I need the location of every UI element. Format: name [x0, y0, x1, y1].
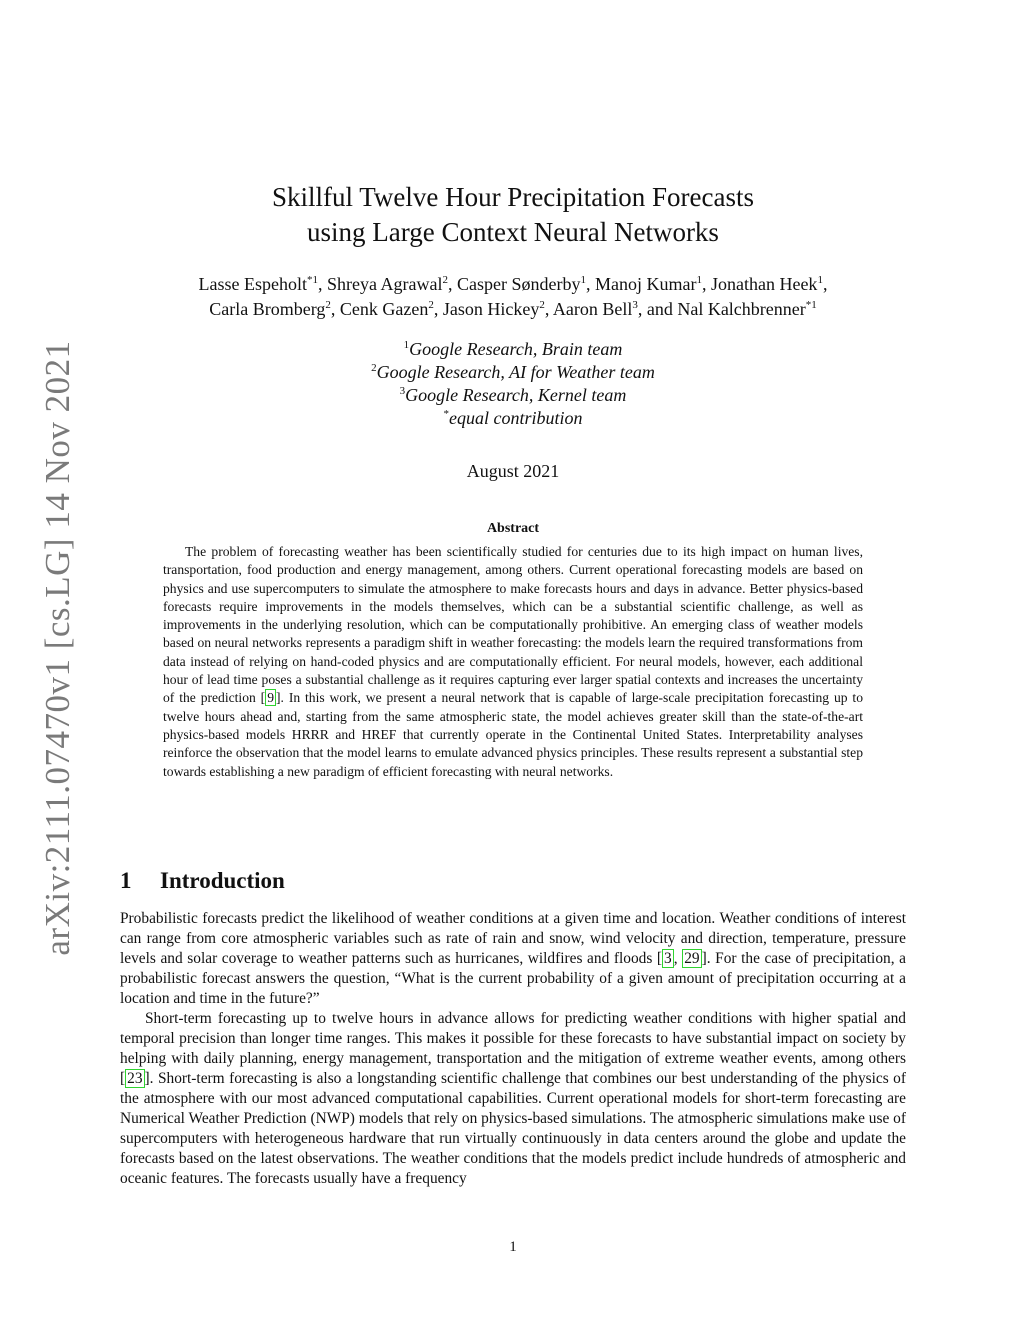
author: Jason Hickey — [442, 299, 540, 319]
affiliation-mark: 1 — [403, 339, 410, 351]
author-affiliation-mark: 1 — [817, 274, 823, 286]
affiliation — [120, 338, 906, 361]
affiliation-mark: 2 — [371, 362, 377, 374]
citation-link[interactable]: 23 — [127, 1070, 143, 1087]
author-affiliation-mark: 1 — [580, 274, 586, 286]
affiliation-text: Google Research, Kernel team — [405, 385, 627, 405]
affiliation-list — [120, 338, 906, 430]
author-separator: , — [433, 299, 443, 319]
author: Jonathan Heek — [710, 274, 818, 294]
body-paragraph — [120, 909, 906, 1009]
citation-link[interactable]: 3 — [664, 950, 672, 967]
author: Casper Sønderby — [457, 274, 581, 294]
author-affiliation-mark: *1 — [805, 299, 817, 311]
citation-link[interactable]: 29 — [684, 950, 700, 967]
author-affiliation-mark: 2 — [428, 299, 434, 311]
section-heading — [120, 866, 906, 896]
author-affiliation-mark: 2 — [442, 274, 448, 286]
citation-link[interactable]: 9 — [267, 690, 275, 706]
arxiv-identifier-stamp: arXiv:2111.07470v1 [cs.LG] 14 Nov 2021 — [38, 340, 77, 956]
author-list — [120, 272, 906, 322]
author-separator: , — [318, 274, 328, 294]
section-number: 1 — [120, 868, 132, 893]
author: Manoj Kumar — [594, 274, 697, 294]
affiliation-mark: * — [443, 408, 449, 420]
author-separator: , — [448, 274, 457, 294]
author: Shreya Agrawal — [327, 274, 443, 294]
author-separator: , and — [637, 299, 678, 319]
paragraph-text: , — [673, 950, 683, 967]
author-separator: , — [544, 299, 553, 319]
author-separator: , — [585, 274, 595, 294]
author-separator: , — [701, 274, 711, 294]
affiliation-text: equal contribution — [449, 408, 583, 428]
author-separator: , — [330, 299, 340, 319]
paragraph-text: ]. For the case of precipitation, a probabilistic forecast answers the question, “What is the current probability of a given amount of precipitation occurring at a location and time in the future?” — [120, 950, 906, 1007]
author: Lasse Espeholt — [198, 274, 308, 294]
author: Cenk Gazen — [339, 299, 429, 319]
affiliation-mark: 3 — [399, 385, 406, 397]
paragraph-text: ]. Short-term forecasting is also a longstanding scientific challenge that combines our best understanding of the physics of the atmosphere with our most advanced computational capabilities. Current operational models for short-term forecasting are Numerical Weather Prediction (NWP) models that rely on physics-based simulations. The atmospheric simulations make use of supercomputers with heterogeneous hardware that run virtually continuously in data centers around the globe and update the forecasts based on the latest observations. The weather conditions that the models predict include hundreds of atmospheric and oceanic features. The forecasts usually have a frequency — [120, 1070, 906, 1187]
author: Carla Bromberg — [209, 299, 326, 319]
affiliation-text: Google Research, AI for Weather team — [376, 362, 655, 382]
abstract-text: The problem of forecasting weather has been scientifically studied for centuries due to its high impact on human lives, transportation, food production and energy management, among others. Current operational forecasting models are based on physics and use supercomputers to simulate the atmosphere to make forecasts hours and days in advance. Better physics-based forecasts require improvements in the models themselves, which can be a substantial scientific challenge, as well as improvements in the underlying resolution, which can be computationally prohibitive. An emerging class of weather models based on neural networks represents a paradigm shift in weather forecasting: the models learn the required transformations from data instead of relying on hand-coded physics and are computationally efficient. For neural models, however, each additional hour of lead time poses a substantial challenge as it requires capturing ever larger spatial contexts and increases the uncertainty of the prediction [ — [163, 544, 863, 706]
title-line-2: using Large Context Neural Networks — [307, 217, 719, 247]
affiliation — [120, 407, 906, 430]
author-affiliation-mark: *1 — [307, 274, 319, 286]
publication-date: August 2021 — [466, 461, 560, 481]
title-line-1: Skillful Twelve Hour Precipitation Forecasts — [271, 182, 755, 212]
author-affiliation-mark: 3 — [632, 299, 638, 311]
abstract-text: ]. In this work, we present a neural network that is capable of large-scale precipitation forecasting up to twelve hours ahead and, starting from the same atmospheric state, the model achieves greater skill than the state-of-the-art physics-based models HRRR and HREF that currently operate in the Continental United States. Interpretability analyses reinforce the observation that the model learns to emulate advanced physics principles. These results represent a substantial step towards establishing a new paradigm of efficient forecasting with neural networks. — [163, 690, 863, 779]
author: Nal Kalchbrenner — [677, 299, 806, 319]
abstract-heading: Abstract — [486, 521, 540, 536]
author-affiliation-mark: 1 — [696, 274, 702, 286]
paper-title — [120, 180, 906, 250]
author-affiliation-mark: 2 — [325, 299, 331, 311]
author: Aaron Bell — [552, 299, 633, 319]
affiliation — [120, 361, 906, 384]
affiliation-text: Google Research, Brain team — [409, 339, 623, 359]
paper-page — [120, 0, 906, 1325]
page-number: 1 — [509, 1239, 517, 1255]
author-separator: , — [822, 274, 828, 294]
section-title: Introduction — [160, 868, 285, 893]
paragraph-text: Probabilistic forecasts predict the likelihood of weather conditions at a given time and location. Weather conditions of interest can range from core atmospheric variables such as rate of rain and snow, wind velocity and direction, temperature, pressure levels and solar coverage to weather patterns such as hurricanes, wildfires and floods [ — [120, 910, 906, 967]
body-paragraph — [120, 1009, 906, 1189]
abstract-body — [163, 543, 863, 781]
author-affiliation-mark: 2 — [539, 299, 545, 311]
affiliation — [120, 384, 906, 407]
paragraph-text: Short-term forecasting up to twelve hours in advance allows for predicting weather conditions with higher spatial and temporal precision than longer time ranges. This makes it possible for these forecasts to have substantial impact on society by helping with daily planning, energy management, transportation and the mitigation of extreme weather events, among others [ — [120, 1010, 906, 1087]
